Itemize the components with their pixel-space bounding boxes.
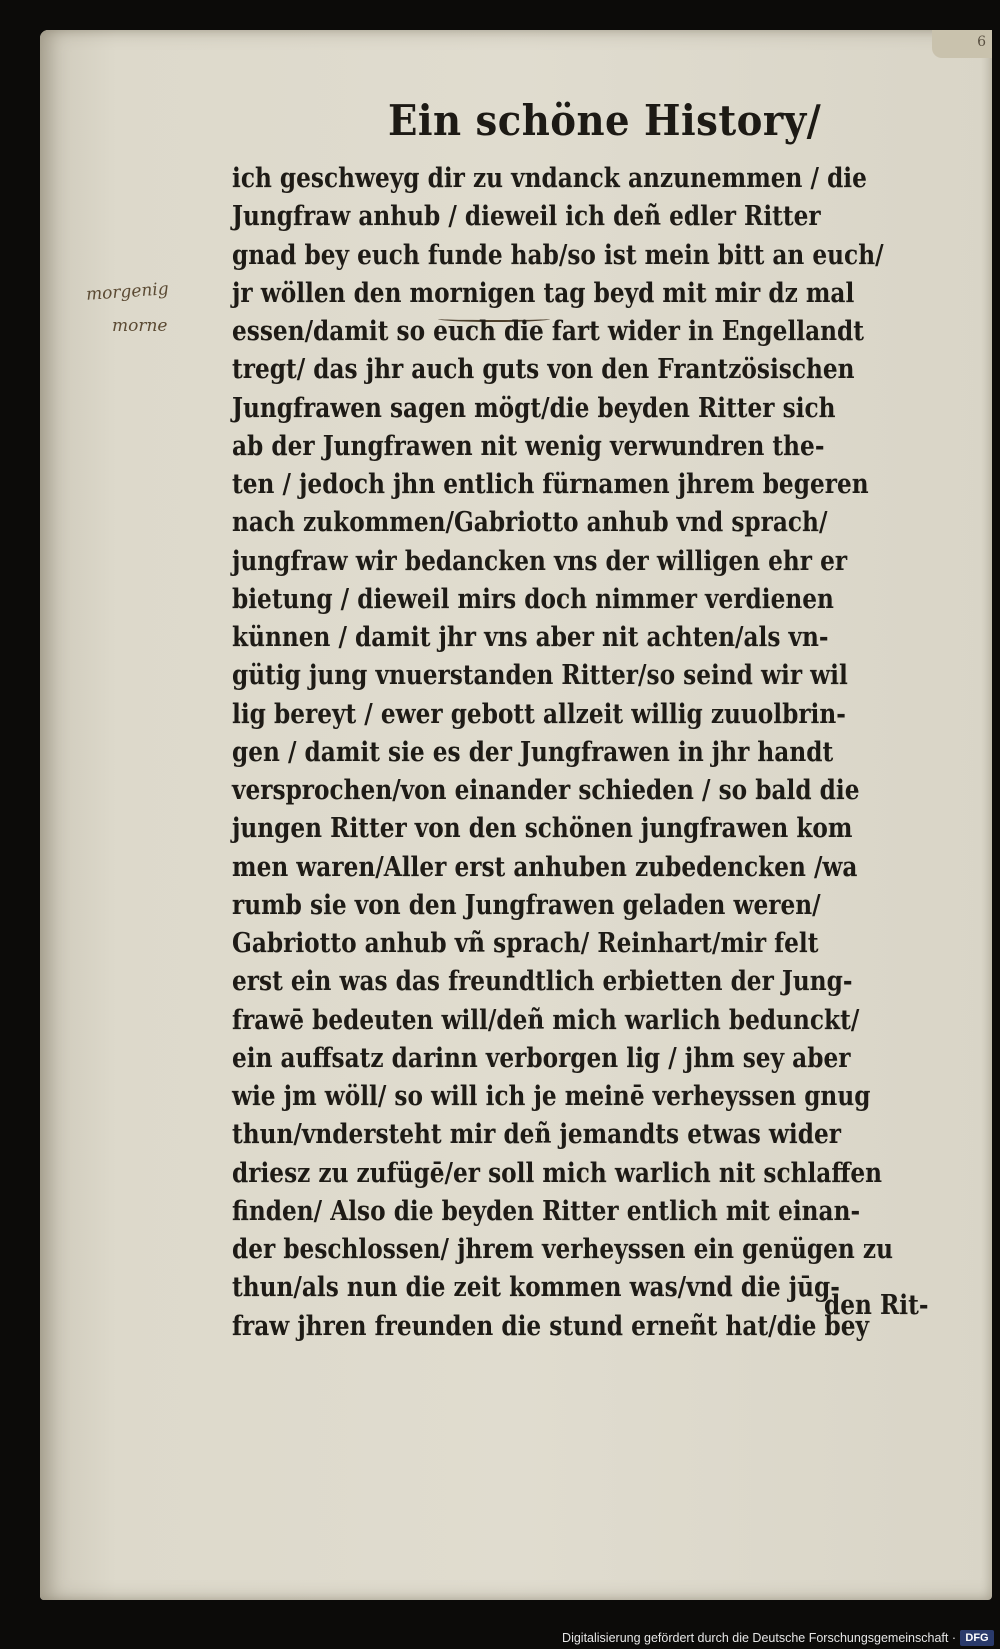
text-line: wie jm wöll/ so will ich je meinē verheyssen gnug xyxy=(232,1081,871,1112)
text-line: rumb sie von den Jungfrawen geladen weren/ xyxy=(232,889,821,921)
text-line: finden/ Also die beyden Ritter entlich mit einan- xyxy=(232,1195,861,1227)
text-line: ich geschweyg dir zu vndanck anzunemmen / die xyxy=(232,163,867,194)
text-line: essen/damit so euch die fart wider in Engellandt xyxy=(232,316,864,347)
text-line: gütig jung vnuerstanden Ritter/so seind wir wil xyxy=(232,660,848,692)
text-line: jungfraw wir bedancken vns der willigen ehr er xyxy=(232,545,848,577)
text-line: künnen / damit jhr vns aber nit achten/als vn- xyxy=(232,622,829,653)
digitization-credit: Digitalisierung gefördert durch die Deutsche Forschungsgemeinschaft · xyxy=(562,1631,956,1645)
text-line: nach zukommen/Gabriotto anhub vnd sprach/ xyxy=(232,507,828,539)
running-title: Ein schöne History/ xyxy=(388,96,822,145)
text-line: jungen Ritter von den schönen jungfrawen kom xyxy=(232,813,853,845)
text-line: bietung / dieweil mirs doch nimmer verdienen xyxy=(232,583,834,615)
text-line: Jungfrawen sagen mögt/die beyden Ritter sich xyxy=(232,392,836,424)
margin-annotation-1: morgenig xyxy=(85,279,170,305)
text-line: ein auffsatz darinn verborgen lig / jhm sey aber xyxy=(232,1042,851,1074)
text-line: thun/als nun die zeit kommen was/vnd die jūg- xyxy=(232,1272,840,1304)
text-line: lig bereyt / ewer gebott allzeit willig zuuolbrin- xyxy=(232,698,846,730)
text-line: gen / damit sie es der Jungfrawen in jhr handt xyxy=(232,736,834,768)
text-line: fraw jhren freunden die stund erneñt hat/die bey xyxy=(232,1310,870,1342)
text-line: erst ein was das freundtlich erbietten der Jung- xyxy=(232,966,853,998)
margin-annotation-2: morne xyxy=(112,316,168,336)
catchword: den Rit- xyxy=(824,1290,929,1321)
text-line: ten / jedoch jhn entlich fürnamen jhrem begeren xyxy=(232,469,869,500)
dfg-logo: DFG xyxy=(960,1630,994,1646)
text-line: Gabriotto anhub vñ sprach/ Reinhart/mir felt xyxy=(232,928,819,959)
text-line: ab der Jungfrawen nit wenig verwundren the- xyxy=(232,430,825,462)
text-line: gnad bey euch funde hab/so ist mein bitt an euch/ xyxy=(232,239,884,271)
body-text xyxy=(232,160,972,1346)
corner-label: 6 xyxy=(977,34,986,50)
text-line: driesz zu zufügē/er soll mich warlich nit schlaffen xyxy=(232,1157,883,1189)
text-line: Jungfraw anhub / dieweil ich deñ edler Ritter xyxy=(232,201,821,233)
page-corner-tab xyxy=(932,30,992,58)
text-line: versprochen/von einander schieden / so bald die xyxy=(232,775,860,806)
text-line: jr wöllen den mornigen tag beyd mit mir dz mal xyxy=(232,277,855,309)
text-line: thun/vndersteht mir deñ jemandts etwas wider xyxy=(232,1119,841,1151)
text-line: frawē bedeuten will/deñ mich warlich bedunckt/ xyxy=(232,1004,860,1036)
text-line: der beschlossen/ jhrem verheyssen ein genügen zu xyxy=(232,1234,893,1265)
text-line: men waren/Aller erst anhuben zubedencken /wa xyxy=(232,851,858,883)
footer-bar xyxy=(0,1625,1000,1649)
text-line: tregt/ das jhr auch guts von den Frantzösischen xyxy=(232,354,855,386)
